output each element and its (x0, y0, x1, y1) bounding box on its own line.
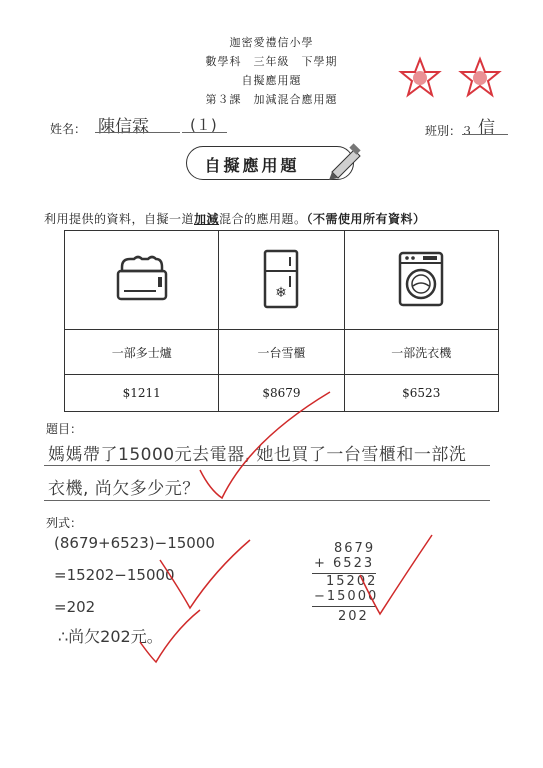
item-price: $8679 (219, 375, 344, 412)
svg-text:❄: ❄ (275, 284, 288, 301)
vertical-addend: + 6523 (314, 556, 375, 571)
student-number: (１) (190, 116, 217, 134)
instruction-note: （不需使用所有資料） (306, 212, 426, 226)
item-name: 一台雪櫃 (219, 330, 344, 375)
subject-line: 數學科 三年級 下學期 (205, 55, 338, 68)
working-label: 列式： (46, 516, 83, 530)
instruction-emphasis: 加減 (194, 212, 220, 226)
equation-step-1: (8679+6523)−15000 (54, 534, 215, 552)
class-value: 信 (478, 118, 495, 138)
vertical-sum: 15202 (326, 574, 378, 589)
question-label: 題目： (46, 422, 83, 436)
tick-mark-icon (200, 392, 330, 498)
title-banner-text: 自擬應用題 (204, 156, 300, 175)
equation-step-3: =202 (54, 598, 96, 616)
item-price: $1211 (65, 375, 219, 412)
school-name: 迦密愛禮信小學 (229, 36, 314, 49)
tick-mark-icon (140, 610, 200, 662)
equation-step-2: =15202−15000 (54, 566, 175, 584)
instruction-before: 利用提供的資料，自擬一道 (44, 212, 195, 226)
question-line-2: 衣機, 尚欠多少元？ (48, 479, 200, 499)
item-price: $6523 (344, 375, 498, 412)
vertical-top: 8679 (334, 541, 376, 556)
instruction-after: 混合的應用題。 (219, 212, 307, 226)
item-name: 一部洗衣機 (344, 330, 498, 375)
worksheet-type: 自擬應用題 (241, 74, 302, 87)
question-line-1: 媽媽帶了15000元去電器, 她也買了一台雪櫃和一部洗 (48, 445, 467, 465)
tick-mark-icon (360, 535, 432, 614)
item-name: 一部多士爐 (65, 330, 219, 375)
student-name: 陳信霖 (98, 117, 149, 137)
class-label: 班別：３ (425, 124, 474, 138)
tick-mark-icon (160, 540, 250, 608)
answer-sentence: ∴尚欠202元。 (58, 627, 163, 646)
name-label: 姓名： (50, 122, 87, 136)
vertical-result: 202 (338, 609, 369, 624)
lesson-title: 第３課 加減混合應用題 (205, 93, 338, 106)
vertical-subtrahend: −15000 (314, 589, 379, 604)
